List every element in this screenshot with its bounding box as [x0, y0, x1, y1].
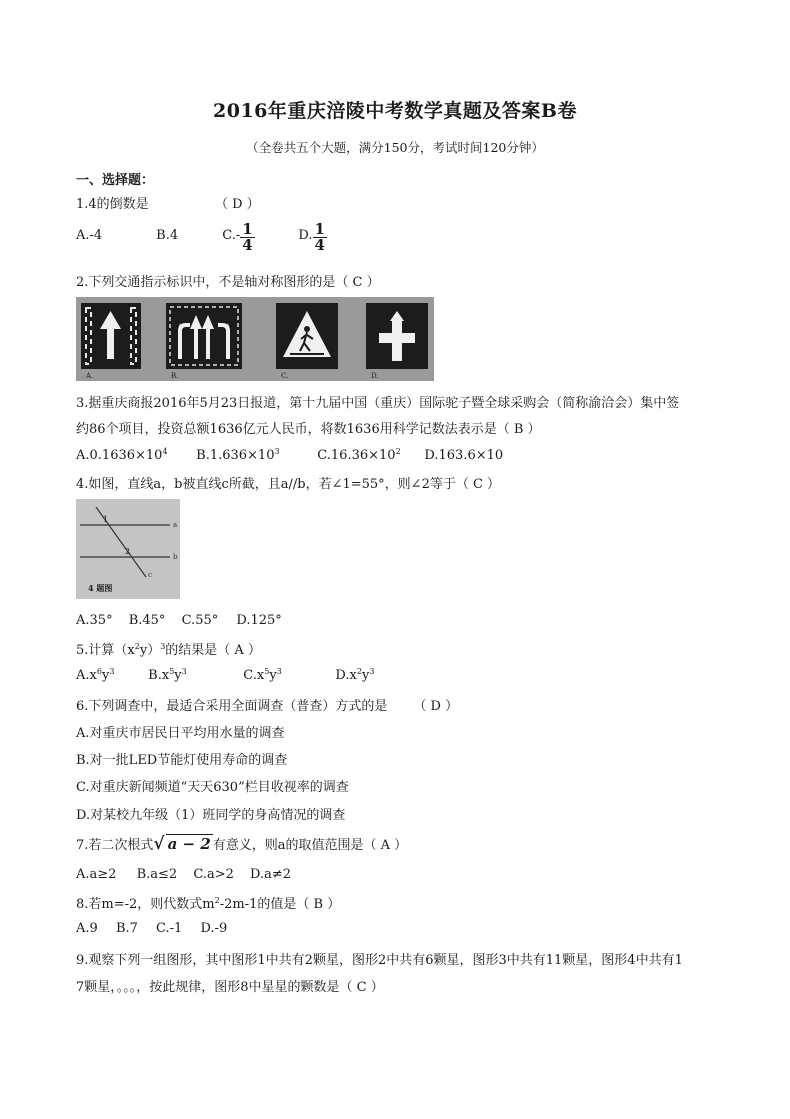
question-2: 2.下列交通指示标识中，不是轴对称图形的是（ C ）	[76, 275, 380, 290]
q4-option-c: C.55°	[181, 613, 219, 628]
q1-option-d: D. $\frac{1}{4}$	[298, 220, 325, 254]
radicand: a − 2	[167, 835, 211, 853]
question-9-line-2: 7颗星，。。。，按此规律，图形8中星星的颗数是（ C ）	[76, 980, 384, 995]
q7-option-d: D.a≠2	[250, 867, 292, 882]
q6-option-a: A.对重庆市居民日平均用水量的调查	[76, 726, 285, 741]
question-5-options	[76, 667, 374, 683]
question-3-options	[76, 447, 503, 463]
q5-option-b: $B.x^5y^3$	[148, 667, 187, 683]
figure-4-parallel-lines	[76, 499, 180, 599]
q7-option-c: C.a>2	[193, 867, 234, 882]
fraction-one-quarter: $\frac{1}{4}$	[314, 220, 325, 254]
q8-option-b: B.7	[115, 921, 138, 936]
sqrt-icon: √	[153, 834, 165, 854]
q3-option-b: $B.1.636\times 10^3$	[196, 447, 280, 463]
q3-option-a: $A.0.1636\times 10^4$	[76, 447, 168, 463]
figure-4-caption: 4 题图	[88, 583, 113, 593]
page-subtitle: （全卷共五个大题，满分150分，考试时间120分钟）	[246, 140, 544, 155]
q7-option-a: A.a≥2	[76, 867, 117, 882]
question-8: 8.若m=-2，则代数式$m^2-2m-1$的值是（ B ）	[76, 896, 341, 912]
sign-b-lane-arrows-icon	[166, 303, 242, 369]
q8-option-c: C.-1	[156, 921, 183, 936]
angle-label-2: 2	[125, 547, 131, 556]
q5-option-a: $A.x^6y^3$	[76, 667, 115, 683]
sign-label-b: B.	[171, 372, 179, 380]
q3-option-c: $C.16.36\times 10^2$	[317, 447, 401, 463]
question-1-text: 1.4的倒数是	[76, 197, 149, 212]
traffic-signs-image	[76, 297, 434, 381]
q3-option-d: D.163.6×10	[424, 448, 504, 463]
question-7: 7.若二次根式√ a − 2 有意义，则a的取值范围是（ A ）	[76, 834, 408, 854]
q7-option-b: B.a≤2	[136, 867, 178, 882]
question-7-options	[76, 867, 291, 882]
q6-option-b: B.对一批LED节能灯使用寿命的调查	[76, 753, 288, 768]
question-6: 6.下列调查中，最适合采用全面调查（普查）方式的是 （ D ）	[76, 699, 459, 714]
question-4: 4.如图，直线a，b被直线c所截，且a//b，若∠1=55°，则∠2等于（ C ）	[76, 477, 501, 492]
q8-option-a: A.9	[76, 921, 98, 936]
q1-option-b: B.4	[156, 228, 179, 243]
traffic-signs-svg	[76, 297, 434, 381]
line-label-b: b	[173, 553, 178, 561]
q5-option-d: $D.x^2y^3$	[335, 667, 375, 683]
q1-option-c: C.- $\frac{1}{4}$	[222, 220, 253, 254]
figure-4-svg	[76, 499, 180, 599]
angle-label-1: 1	[103, 515, 109, 524]
fraction-one-quarter: $\frac{1}{4}$	[242, 220, 253, 254]
q4-option-a: A.35°	[76, 613, 113, 628]
question-1	[76, 193, 260, 212]
q8-option-d: D.-9	[200, 921, 228, 936]
section-heading: 一、选择题：	[76, 173, 155, 188]
line-label-c: c	[148, 571, 152, 579]
q6-option-c: C.对重庆新闻频道“天天630”栏目收视率的调查	[76, 780, 349, 795]
question-9-line-1: 9.观察下列一组图形，其中图形1中共有2颗星，图形2中共有6颗星，图形3中共有11颗星，图形4中共有1	[76, 953, 683, 968]
line-label-a: a	[173, 521, 178, 529]
q4-option-b: B.45°	[128, 613, 166, 628]
question-8-options	[76, 921, 227, 936]
q4-option-d: D.125°	[236, 613, 282, 628]
sign-label-c: C.	[281, 372, 289, 380]
sign-d-intersection-icon	[366, 303, 428, 369]
page-title: 2016年重庆涪陵中考数学真题及答案B卷	[213, 100, 577, 122]
sign-c-pedestrian-crossing-icon	[276, 303, 338, 369]
question-1-answer: （ D ）	[214, 197, 260, 212]
question-1-options	[76, 222, 327, 253]
question-5: 5.计算$(x^2y)^3$的结果是（ A ）	[76, 642, 261, 658]
question-3-line-2: 约86个项目，投资总额1636亿元人民币，将数1636用科学记数法表示是（ B ）	[76, 422, 541, 437]
question-3-line-1: 3.据重庆商报2016年5月23日报道，第十九届中国（重庆）国际驼子暨全球采购会（简称渝洽会）集中签	[76, 396, 680, 411]
q1-option-a: A.-4	[76, 228, 103, 243]
question-4-options	[76, 613, 308, 628]
q6-option-d: D.对某校九年级（1）班同学的身高情况的调查	[76, 808, 346, 823]
sign-label-a: A.	[86, 372, 94, 380]
q5-option-c: $C.x^5y^3$	[243, 667, 282, 683]
sign-label-d: D.	[371, 372, 379, 380]
sign-a-straight-arrow-icon	[81, 303, 141, 369]
